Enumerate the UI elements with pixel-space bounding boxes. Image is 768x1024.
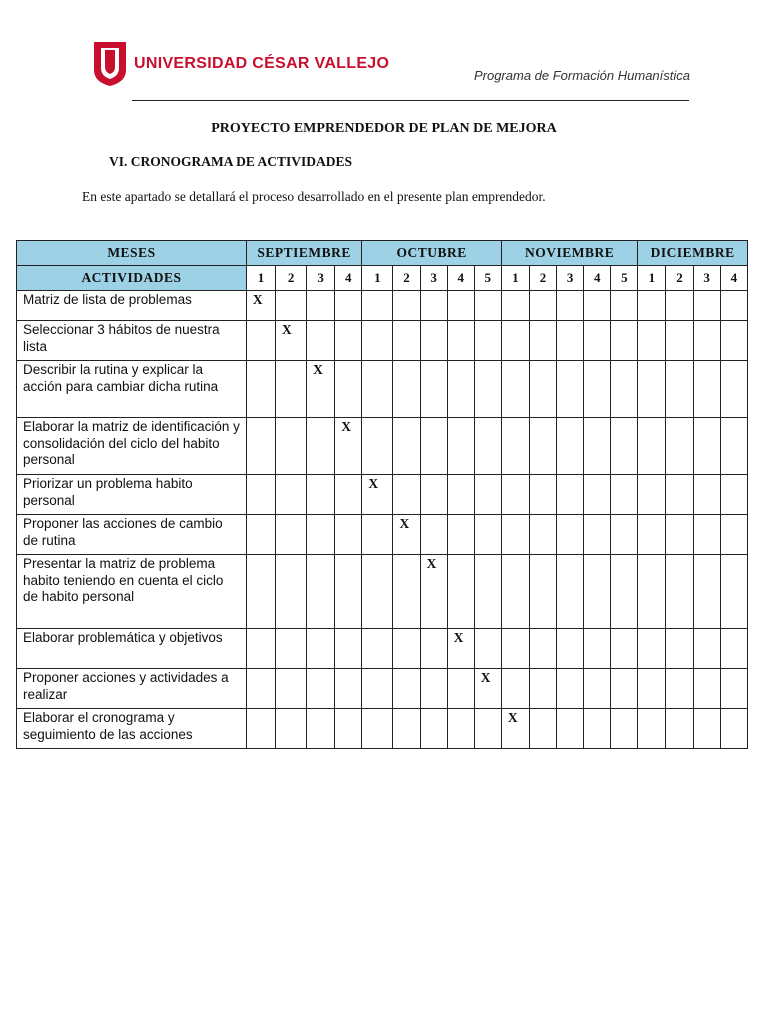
schedule-cell <box>611 709 638 749</box>
schedule-cell <box>666 321 693 361</box>
schedule-cell <box>246 475 275 515</box>
schedule-cell <box>557 321 584 361</box>
schedule-cell <box>638 475 666 515</box>
schedule-cell <box>638 418 666 475</box>
schedule-cell <box>720 418 747 475</box>
schedule-cell <box>666 291 693 321</box>
schedule-cell <box>474 475 501 515</box>
schedule-cell <box>474 418 501 475</box>
schedule-cell <box>362 321 393 361</box>
schedule-cell <box>246 418 275 475</box>
schedule-cell <box>584 669 611 709</box>
schedule-cell <box>447 418 474 475</box>
schedule-cell <box>447 291 474 321</box>
schedule-cell <box>720 291 747 321</box>
schedule-cell <box>393 555 420 629</box>
schedule-cell <box>420 709 447 749</box>
weeks-header-row <box>17 266 748 291</box>
schedule-mark: X <box>474 669 501 709</box>
week-number: 3 <box>693 266 720 291</box>
schedule-cell <box>529 629 556 669</box>
schedule-cell <box>307 669 335 709</box>
schedule-cell <box>501 321 529 361</box>
schedule-cell <box>584 555 611 629</box>
schedule-cell <box>447 709 474 749</box>
schedule-cell <box>557 291 584 321</box>
schedule-cell <box>362 361 393 418</box>
schedule-cell <box>693 629 720 669</box>
schedule-cell <box>529 475 556 515</box>
week-number: 2 <box>666 266 693 291</box>
table-row <box>17 475 748 515</box>
schedule-cell <box>666 709 693 749</box>
schedule-cell <box>276 515 307 555</box>
months-label: MESES <box>17 241 247 266</box>
schedule-cell <box>557 669 584 709</box>
month-header-noviembre: NOVIEMBRE <box>501 241 638 266</box>
schedule-cell <box>693 418 720 475</box>
schedule-cell <box>666 361 693 418</box>
schedule-cell <box>501 475 529 515</box>
program-name: Programa de Formación Humanística <box>473 68 690 83</box>
week-number: 3 <box>557 266 584 291</box>
table-row <box>17 555 748 629</box>
schedule-cell <box>420 418 447 475</box>
schedule-mark: X <box>307 361 335 418</box>
schedule-cell <box>447 361 474 418</box>
schedule-cell <box>611 291 638 321</box>
schedule-cell <box>666 555 693 629</box>
schedule-cell <box>307 555 335 629</box>
schedule-cell <box>246 321 275 361</box>
schedule-cell <box>501 418 529 475</box>
schedule-cell <box>246 669 275 709</box>
schedule-cell <box>362 629 393 669</box>
schedule-cell <box>474 515 501 555</box>
activity-name: Presentar la matriz de problema habito teniendo en cuenta el ciclo de habito personal <box>17 555 247 629</box>
table-row <box>17 515 748 555</box>
schedule-cell <box>420 321 447 361</box>
schedule-cell <box>666 629 693 669</box>
table-row <box>17 418 748 475</box>
schedule-cell <box>720 555 747 629</box>
schedule-cell <box>474 361 501 418</box>
schedule-cell <box>420 669 447 709</box>
schedule-cell <box>393 709 420 749</box>
schedule-cell <box>447 321 474 361</box>
schedule-cell <box>335 555 362 629</box>
schedule-cell <box>420 291 447 321</box>
schedule-cell <box>474 291 501 321</box>
schedule-mark: X <box>447 629 474 669</box>
schedule-cell <box>584 629 611 669</box>
schedule-cell <box>276 669 307 709</box>
schedule-cell <box>362 709 393 749</box>
schedule-mark: X <box>246 291 275 321</box>
schedule-cell <box>246 709 275 749</box>
schedule-mark: X <box>393 515 420 555</box>
schedule-cell <box>529 321 556 361</box>
schedule-cell <box>276 709 307 749</box>
schedule-cell <box>420 361 447 418</box>
schedule-cell <box>335 669 362 709</box>
schedule-cell <box>584 475 611 515</box>
table-row <box>17 321 748 361</box>
section-heading: VI. CRONOGRAMA DE ACTIVIDADES <box>109 154 353 169</box>
schedule-cell <box>693 555 720 629</box>
schedule-cell <box>693 475 720 515</box>
months-header-row <box>17 241 748 266</box>
schedule-cell <box>447 475 474 515</box>
table-row <box>17 291 748 321</box>
schedule-cell <box>638 291 666 321</box>
schedule-cell <box>584 291 611 321</box>
header-divider <box>132 100 689 101</box>
schedule-cell <box>638 321 666 361</box>
activities-label: ACTIVIDADES <box>17 266 247 291</box>
schedule-cell <box>362 418 393 475</box>
schedule-cell <box>611 629 638 669</box>
schedule-cell <box>474 709 501 749</box>
schedule-cell <box>720 669 747 709</box>
table-row <box>17 629 748 669</box>
schedule-cell <box>362 669 393 709</box>
schedule-cell <box>557 709 584 749</box>
schedule-cell <box>307 515 335 555</box>
week-number: 4 <box>584 266 611 291</box>
schedule-cell <box>393 475 420 515</box>
schedule-cell <box>393 669 420 709</box>
university-name: UNIVERSIDAD CÉSAR VALLEJO <box>134 55 390 72</box>
table-row <box>17 361 748 418</box>
week-number: 5 <box>611 266 638 291</box>
schedule-cell <box>720 515 747 555</box>
schedule-cell <box>693 709 720 749</box>
schedule-cell <box>501 291 529 321</box>
schedule-cell <box>335 291 362 321</box>
week-number: 4 <box>720 266 747 291</box>
schedule-mark: X <box>420 555 447 629</box>
activity-name: Elaborar el cronograma y seguimiento de las acciones <box>17 709 247 749</box>
schedule-cell <box>584 361 611 418</box>
schedule-cell <box>720 361 747 418</box>
schedule-cell <box>638 629 666 669</box>
week-number: 3 <box>420 266 447 291</box>
schedule-cell <box>501 669 529 709</box>
activity-name: Elaborar problemática y objetivos <box>17 629 247 669</box>
schedule-cell <box>335 321 362 361</box>
schedule-cell <box>611 361 638 418</box>
schedule-cell <box>362 515 393 555</box>
schedule-cell <box>420 515 447 555</box>
schedule-cell <box>501 515 529 555</box>
schedule-cell <box>584 515 611 555</box>
schedule-cell <box>393 361 420 418</box>
schedule-cell <box>638 709 666 749</box>
schedule-cell <box>362 555 393 629</box>
schedule-cell <box>307 629 335 669</box>
schedule-cell <box>447 669 474 709</box>
schedule-cell <box>584 709 611 749</box>
month-header-septiembre: SEPTIEMBRE <box>246 241 361 266</box>
schedule-mark: X <box>335 418 362 475</box>
schedule-cell <box>638 361 666 418</box>
schedule-cell <box>501 361 529 418</box>
schedule-cell <box>666 418 693 475</box>
schedule-cell <box>584 418 611 475</box>
week-number: 4 <box>447 266 474 291</box>
schedule-cell <box>246 515 275 555</box>
schedule-cell <box>611 669 638 709</box>
table-row <box>17 669 748 709</box>
schedule-cell <box>335 475 362 515</box>
schedule-cell <box>693 321 720 361</box>
schedule-mark: X <box>501 709 529 749</box>
schedule-cell <box>447 555 474 629</box>
schedule-cell <box>584 321 611 361</box>
schedule-cell <box>529 361 556 418</box>
month-header-diciembre: DICIEMBRE <box>638 241 748 266</box>
schedule-cell <box>693 669 720 709</box>
schedule-cell <box>638 555 666 629</box>
schedule-cell <box>557 475 584 515</box>
intro-paragraph: En este apartado se detallará el proceso desarrollado en el presente plan emprendedor. <box>82 189 546 204</box>
schedule-cell <box>501 629 529 669</box>
schedule-cell <box>307 418 335 475</box>
schedule-cell <box>557 418 584 475</box>
schedule-cell <box>666 669 693 709</box>
schedule-cell <box>638 669 666 709</box>
schedule-cell <box>720 321 747 361</box>
activity-schedule-table <box>16 240 748 749</box>
week-number: 1 <box>246 266 275 291</box>
schedule-cell <box>393 321 420 361</box>
schedule-cell <box>557 515 584 555</box>
activity-name: Proponer acciones y actividades a realizar <box>17 669 247 709</box>
schedule-cell <box>529 709 556 749</box>
schedule-cell <box>307 321 335 361</box>
schedule-cell <box>666 515 693 555</box>
schedule-cell <box>276 555 307 629</box>
schedule-cell <box>393 291 420 321</box>
week-number: 2 <box>276 266 307 291</box>
schedule-cell <box>246 361 275 418</box>
month-header-octubre: OCTUBRE <box>362 241 502 266</box>
week-number: 3 <box>307 266 335 291</box>
schedule-cell <box>501 555 529 629</box>
schedule-cell <box>529 669 556 709</box>
document-title: PROYECTO EMPRENDEDOR DE PLAN DE MEJORA <box>211 121 557 136</box>
schedule-cell <box>335 709 362 749</box>
schedule-cell <box>335 361 362 418</box>
schedule-cell <box>335 515 362 555</box>
table-row <box>17 709 748 749</box>
schedule-cell <box>720 475 747 515</box>
week-number: 1 <box>362 266 393 291</box>
schedule-cell <box>611 321 638 361</box>
schedule-cell <box>335 629 362 669</box>
schedule-cell <box>611 555 638 629</box>
week-number: 2 <box>529 266 556 291</box>
schedule-cell <box>611 418 638 475</box>
week-number: 5 <box>474 266 501 291</box>
schedule-cell <box>529 291 556 321</box>
schedule-cell <box>276 629 307 669</box>
schedule-cell <box>362 291 393 321</box>
schedule-cell <box>693 361 720 418</box>
schedule-cell <box>611 475 638 515</box>
schedule-cell <box>529 515 556 555</box>
schedule-mark: X <box>362 475 393 515</box>
activity-name: Elaborar la matriz de identificación y consolidación del ciclo del habito personal <box>17 418 247 475</box>
schedule-cell <box>246 629 275 669</box>
schedule-cell <box>276 418 307 475</box>
schedule-cell <box>447 515 474 555</box>
schedule-cell <box>693 291 720 321</box>
schedule-cell <box>529 418 556 475</box>
schedule-cell <box>557 361 584 418</box>
schedule-cell <box>557 629 584 669</box>
activity-name: Matriz de lista de problemas <box>17 291 247 321</box>
schedule-cell <box>420 629 447 669</box>
activity-name: Seleccionar 3 hábitos de nuestra lista <box>17 321 247 361</box>
schedule-cell <box>720 709 747 749</box>
schedule-cell <box>557 555 584 629</box>
week-number: 1 <box>638 266 666 291</box>
schedule-cell <box>474 321 501 361</box>
schedule-cell <box>529 555 556 629</box>
schedule-cell <box>307 709 335 749</box>
schedule-mark: X <box>276 321 307 361</box>
university-shield-logo <box>92 40 128 88</box>
schedule-cell <box>276 291 307 321</box>
schedule-cell <box>393 418 420 475</box>
schedule-cell <box>276 361 307 418</box>
activity-name: Describir la rutina y explicar la acción para cambiar dicha rutina <box>17 361 247 418</box>
schedule-cell <box>246 555 275 629</box>
schedule-cell <box>393 629 420 669</box>
week-number: 2 <box>393 266 420 291</box>
schedule-cell <box>276 475 307 515</box>
activity-name: Priorizar un problema habito personal <box>17 475 247 515</box>
week-number: 4 <box>335 266 362 291</box>
schedule-cell <box>307 291 335 321</box>
schedule-cell <box>666 475 693 515</box>
schedule-cell <box>420 475 447 515</box>
week-number: 1 <box>501 266 529 291</box>
schedule-cell <box>307 475 335 515</box>
schedule-cell <box>474 555 501 629</box>
schedule-cell <box>638 515 666 555</box>
schedule-cell <box>474 629 501 669</box>
activity-name: Proponer las acciones de cambio de rutina <box>17 515 247 555</box>
schedule-cell <box>693 515 720 555</box>
schedule-cell <box>611 515 638 555</box>
schedule-cell <box>720 629 747 669</box>
